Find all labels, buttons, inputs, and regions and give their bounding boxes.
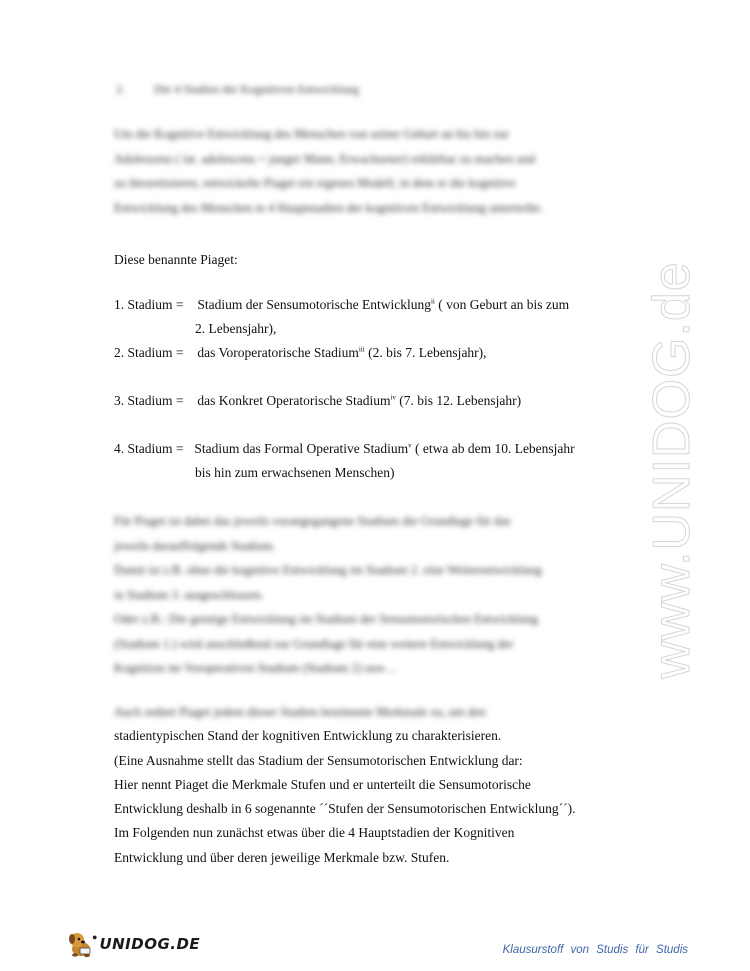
stage-label: 1. Stadium =	[114, 297, 184, 312]
paragraph-line: (Eine Ausnahme stellt das Stadium der Sensumotorischen Entwicklung dar:	[114, 752, 523, 768]
stage-after: (7. bis 12. Lebensjahr)	[395, 393, 522, 408]
blurred-paragraph-2	[114, 509, 614, 681]
section-title: Die 4 Stadien der Kognitiven Entwicklung	[154, 82, 359, 96]
paragraph-line: jeweils darauffolgende Stadium.	[114, 538, 276, 553]
stage-3	[114, 389, 521, 413]
paragraph-line: Entwicklung des Menschen in 4 Hauptstadien der kognitiven Entwicklung unterteilte.	[114, 200, 544, 215]
stage-4	[114, 437, 575, 485]
blurred-line: Auch ordnet Piaget jedem dieser Stadien bestimmte Merkmale zu, um den	[114, 705, 486, 719]
stage-2	[114, 341, 487, 365]
footnote-ref: iv	[390, 393, 396, 402]
paragraph-line: (Stadium 1.) wird anschließend zur Grundlage für eine weitere Entwicklung der	[114, 636, 514, 651]
paragraph-line: stadientypischen Stand der kognitiven Entwicklung zu charakterisieren.	[114, 728, 502, 744]
paragraph-line: Adoleszenz ( lat. adolescens = junger Mann, Erwachsener) erklärbar zu machen und	[114, 151, 536, 166]
blurred-paragraph-1	[114, 122, 614, 220]
paw-icon: ●	[92, 932, 98, 942]
paragraph-line: zu theoretisieren, entwickelte Piaget ein eigenes Modell, in dem er die kognitive	[114, 176, 516, 190]
paragraph-line: Hier nennt Piaget die Merkmale Stufen und er unterteilt die Sensumotorische	[114, 776, 531, 792]
paragraph-line: Oder z.B.: Die geistige Entwicklung im Stadium der Sensumotorischen Entwicklung	[114, 612, 538, 626]
unidog-logo	[66, 930, 200, 958]
footnote-ref: v	[408, 441, 412, 450]
paragraph-3	[114, 700, 576, 870]
stage-text: das Konkret Operatorische Stadium	[197, 393, 391, 408]
paragraph-line: Um die Kognitive Entwicklung des Menschen von seiner Geburt an bis hin zur	[114, 127, 510, 141]
watermark: www.UNIDOG.de	[643, 261, 701, 679]
footnote-ref: ii	[430, 297, 435, 306]
paragraph-line: in Stadium 3. ausgeschlossen.	[114, 587, 264, 602]
stage-continuation: bis hin zum erwachsenen Menschen)	[195, 465, 395, 480]
stage-after: ( von Geburt an bis zum	[434, 297, 570, 312]
footnote-ref: iii	[358, 345, 365, 354]
paragraph-line: Damit ist z.B. ohne die kognitive Entwicklung im Stadium 2. eine Weiterentwicklung	[114, 563, 542, 577]
stage-label: 4. Stadium =	[114, 441, 184, 456]
paragraph-line: Entwicklung und über deren jeweilige Merkmale bzw. Stufen.	[114, 849, 450, 865]
stage-after: (2. bis 7. Lebensjahr),	[364, 345, 487, 360]
paragraph-line: Im Folgenden nun zunächst etwas über die 4 Hauptstadien der Kognitiven	[114, 825, 515, 841]
footer-tagline: Klausurstoff von Studis für Studis	[502, 944, 688, 956]
intro-text: Diese benannte Piaget:	[114, 252, 238, 267]
stage-after: ( etwa ab dem 10. Lebensjahr	[411, 441, 575, 456]
stage-continuation: 2. Lebensjahr),	[195, 321, 277, 336]
stage-1	[114, 293, 569, 341]
stage-text: Stadium das Formal Operative Stadium	[194, 441, 409, 456]
paragraph-line: Kognition im Voroperativen Stadium (Stadium 2) usw…	[114, 661, 398, 675]
stage-label: 3. Stadium =	[114, 393, 184, 408]
section-heading	[116, 82, 359, 97]
stage-label: 2. Stadium =	[114, 345, 184, 360]
paragraph-line: Für Piaget ist dabei das jeweils vorangegangene Stadium die Grundlage für das	[114, 514, 511, 528]
section-number: 2.	[116, 82, 125, 96]
paragraph-line: Entwicklung deshalb in 6 sogenannte ´´Stufen der Sensumotorischen Entwicklung´´).	[114, 801, 576, 817]
stage-text: Stadium der Sensumotorische Entwicklung	[197, 297, 431, 312]
logo-text: UNIDOG.DE	[99, 935, 201, 953]
stage-text: das Voroperatorische Stadium	[197, 345, 359, 360]
